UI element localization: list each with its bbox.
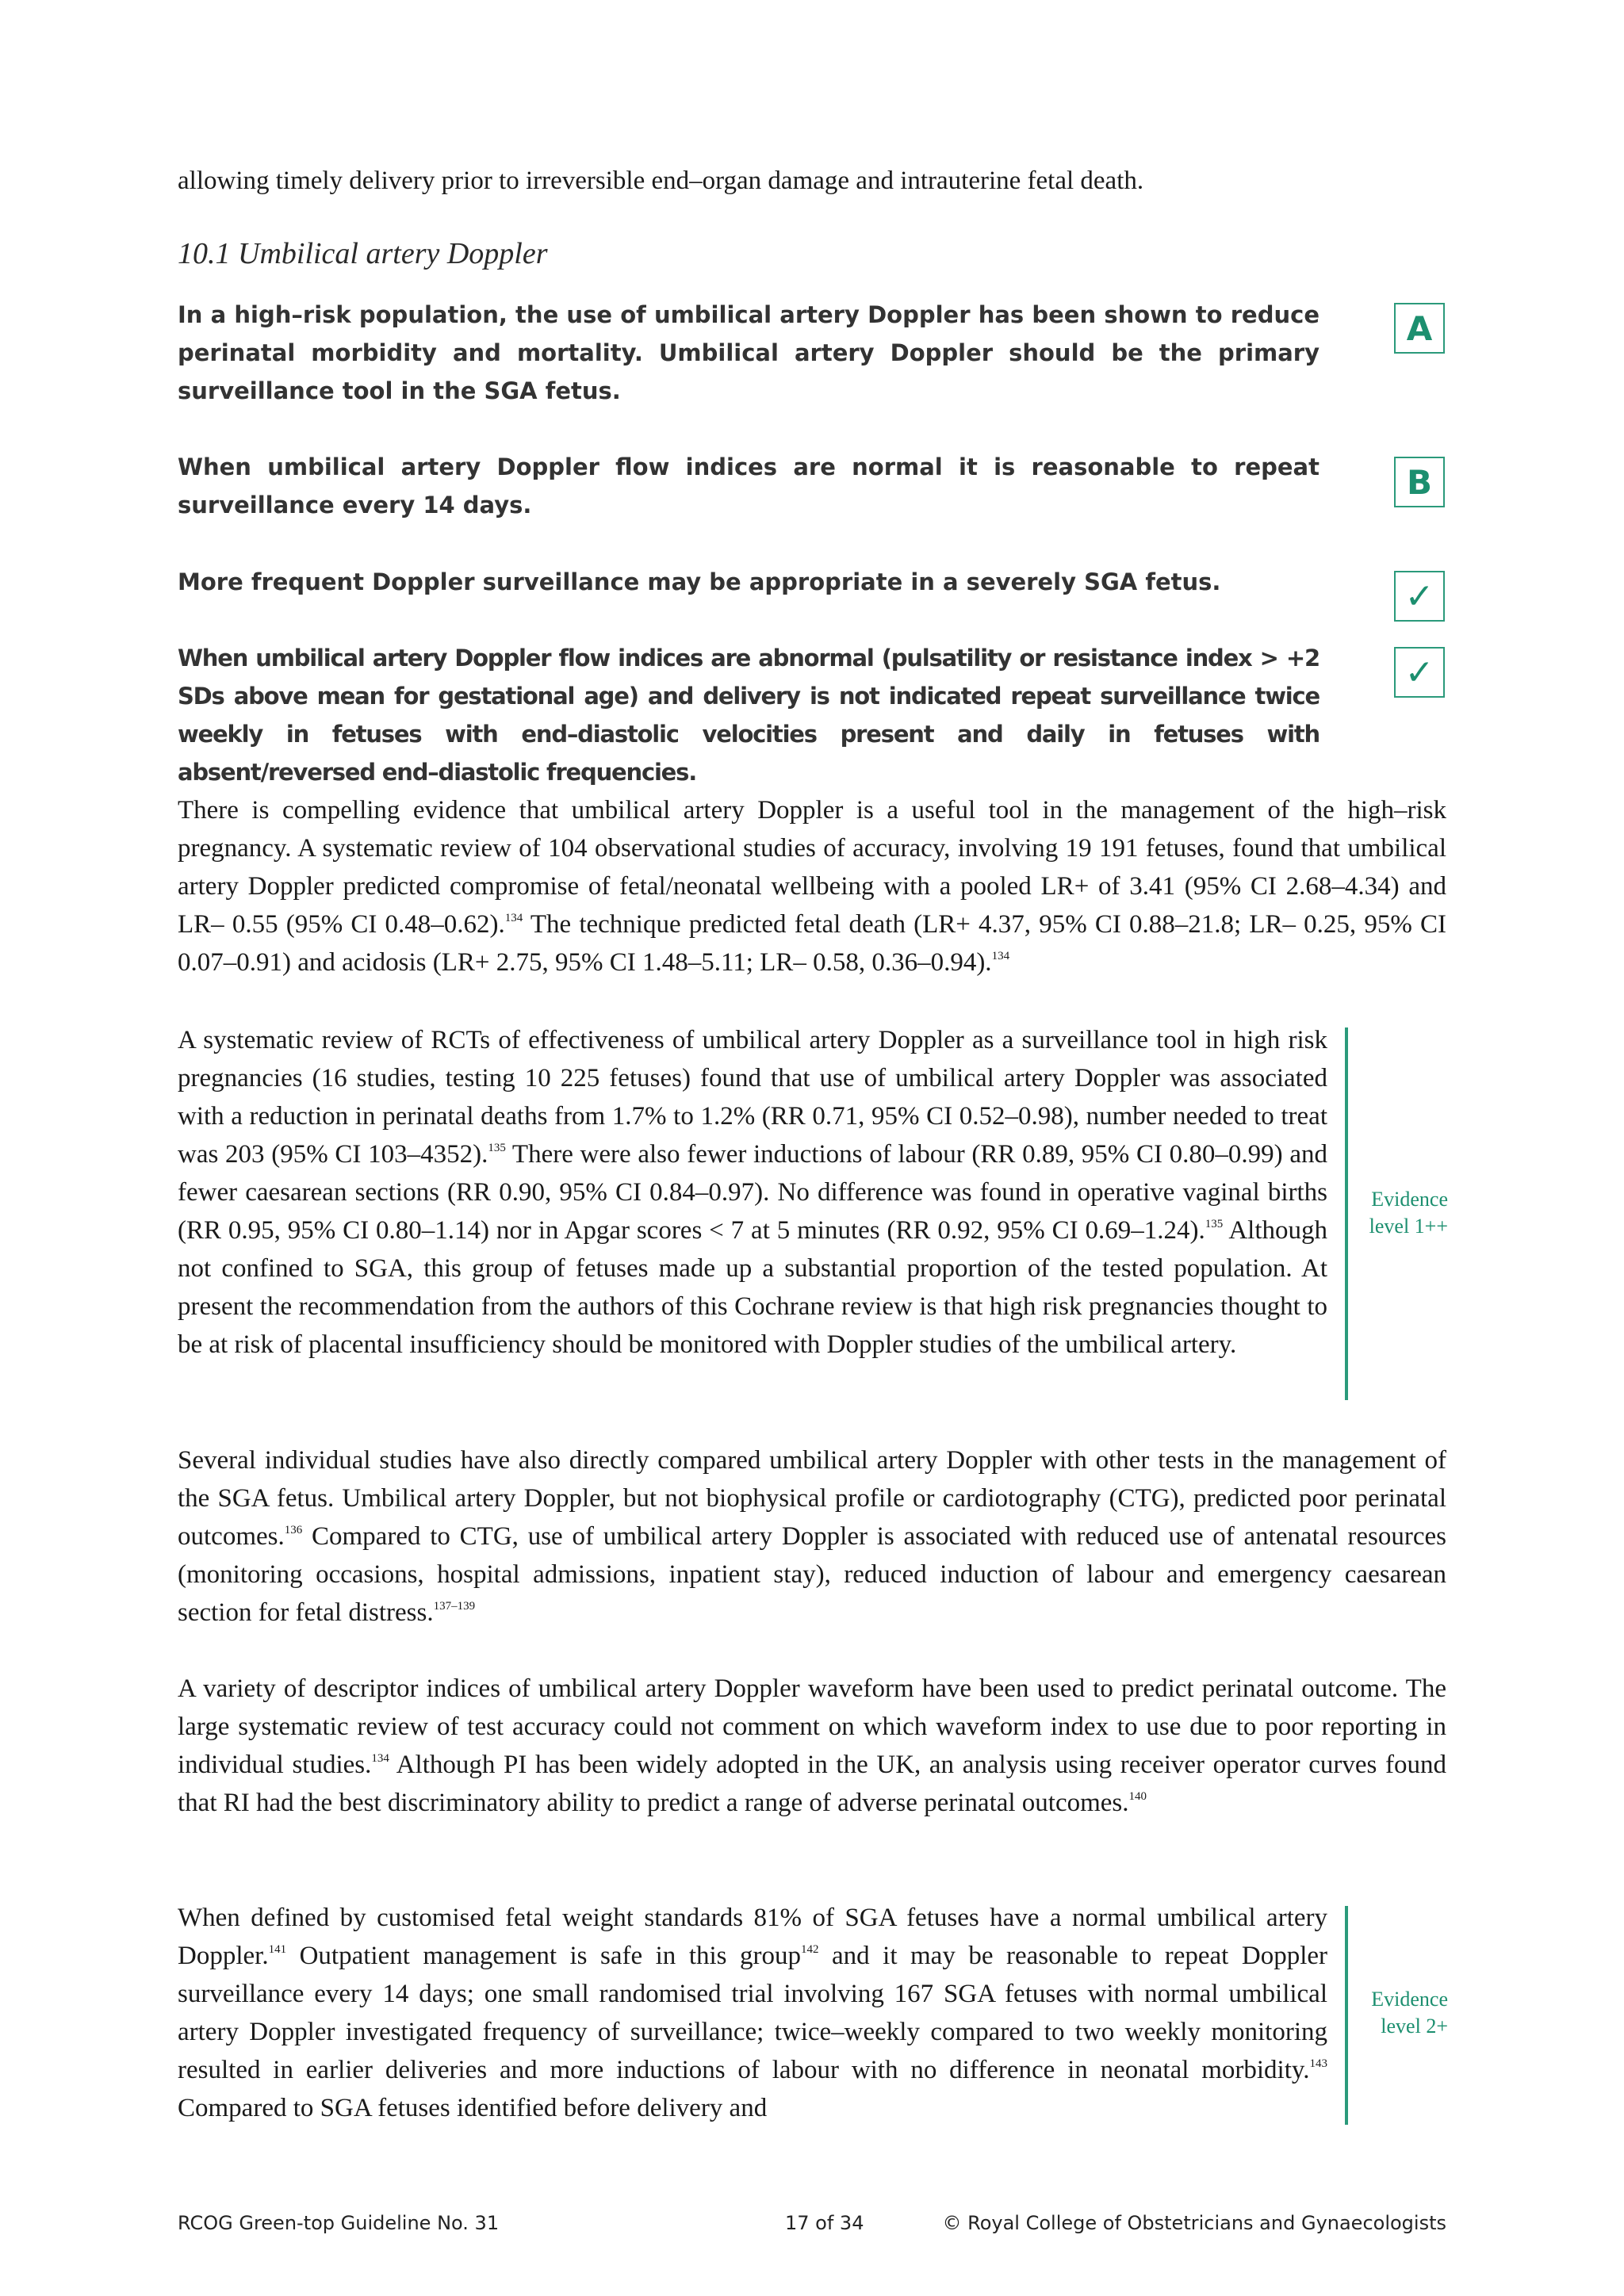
citation: 141 — [268, 1943, 287, 1956]
page-number: 17 of 34 — [785, 2212, 864, 2234]
citation: 142 — [801, 1943, 819, 1956]
citation: 134 — [371, 1752, 389, 1765]
recommendation-3: More frequent Doppler surveillance may be appropriate in a severely SGA fetus. — [178, 568, 1221, 595]
citation: 134 — [504, 912, 523, 924]
good-practice-check-icon-2: ✓ — [1394, 647, 1445, 698]
grade-a-badge: A — [1394, 303, 1445, 354]
evidence-level-label: Evidence level 1++ — [1369, 1188, 1448, 1238]
citation: 137–139 — [433, 1600, 476, 1613]
citation: 135 — [488, 1142, 506, 1154]
evidence-level-label: Evidence level 2+ — [1371, 1988, 1448, 2038]
good-practice-check-icon: ✓ — [1394, 571, 1445, 622]
footer-guideline-title: RCOG Green-top Guideline No. 31 — [178, 2212, 500, 2234]
citation: 136 — [284, 1524, 303, 1536]
intro-text: allowing timely delivery prior to irreversible end–organ damage and intrauterine fetal death. — [178, 166, 1144, 195]
evidence-bar — [1345, 1906, 1348, 2125]
paragraph-2: A systematic review of RCTs of effectiveness of umbilical artery Doppler as a surveillance tool in high risk pregnancies (16 studies, testing 10 225 fetuses) found that use of umbilical artery Doppler was associated with a reduction in perinatal deaths from 1.7% to 1.2% (RR 0.71, 95% CI 0.52–0.98), number needed to treat was 203 (95% CI 103–4352).$^{135}$ There were also fewer inductions of labour (RR 0.89, 95% CI 0.80–0.99) and fewer caesarean sections (RR 0.90, 95% CI 0.84–0.97). No difference was found in operative vaginal births (RR 0.95, 95% CI 0.80–1.14) nor in Apgar scores < 7 at 5 minutes (RR 0.92, 95% CI 0.69–1.24).$^{135}$ Although not confined to SGA, this group of fetuses made up a substantial proportion of the tested population. At present the recommendation from the authors of this Cochrane review is that high risk pregnancies thought to be at risk of placental insufficiency should be monitored with Doppler studies of the umbilical artery. — [178, 1026, 1327, 1359]
section-heading: 10.1 Umbilical artery Doppler — [178, 237, 548, 270]
paragraph-4: A variety of descriptor indices of umbilical artery Doppler waveform have been used to predict perinatal outcome. The large systematic review of test accuracy could not comment on which waveform index to use due to poor reporting in individual studies.$^{134}$ Although PI has been widely adopted in the UK, an analysis using receiver operator curves found that RI had the best discriminatory ability to predict a range of adverse perinatal outcomes.$^{140}$ — [178, 1674, 1446, 1817]
grade-b-badge: B — [1394, 457, 1445, 507]
citation: 134 — [991, 950, 1010, 962]
recommendation-2: When umbilical artery Doppler flow indices are normal it is reasonable to repeat surveillance every 14 days. — [178, 453, 1320, 519]
recommendation-4: When umbilical artery Doppler flow indices are abnormal (pulsatility or resistance index > +2 SDs above mean for gestational age) and delivery is not indicated repeat surveillance twice weekly in fetuses with end–diastolic velocities present and daily in fetuses with absent/reversed end–diastolic frequencies. — [178, 645, 1320, 786]
citation: 143 — [1309, 2057, 1327, 2070]
citation: 140 — [1128, 1790, 1147, 1803]
footer-copyright: © Royal College of Obstetricians and Gynaecologists — [942, 2212, 1446, 2234]
evidence-bar — [1345, 1027, 1348, 1400]
paragraph-1: There is compelling evidence that umbilical artery Doppler is a useful tool in the management of the high–risk pregnancy. A systematic review of 104 observational studies of accuracy, involving 19 191 fetuses, found that umbilical artery Doppler predicted compromise of fetal/neonatal wellbeing with a pooled LR+ of 3.41 (95% CI 2.68–4.34) and LR– 0.55 (95% CI 0.48–0.62).$^{134}$ The technique predicted fetal death (LR+ 4.37, 95% CI 0.88–21.8; LR– 0.25, 95% CI 0.07–0.91) and acidosis (LR+ 2.75, 95% CI 1.48–5.11; LR– 0.58, 0.36–0.94).$^{134}$ — [178, 796, 1447, 977]
paragraph-3: Several individual studies have also directly compared umbilical artery Doppler with other tests in the management of the SGA fetus. Umbilical artery Doppler, but not biophysical profile or cardiotography (CTG), predicted poor perinatal outcomes.$^{136}$ Compared to CTG, use of umbilical artery Doppler is associated with reduced use of antenatal resources (monitoring occasions, hospital admissions, inpatient stay), reduced induction of labour and emergency caesarean section for fetal distress.$^{137-139}$ — [178, 1446, 1446, 1627]
recommendation-1: In a high–risk population, the use of umbilical artery Doppler has been shown to reduce perinatal morbidity and mortality. Umbilical artery Doppler should be the primary surveillance tool in the SGA fetus. — [178, 301, 1320, 404]
paragraph-5: When defined by customised fetal weight standards 81% of SGA fetuses have a normal umbilical artery Doppler.$^{141}$ Outpatient management is safe in this group$^{142}$ and it may be reasonable to repeat Doppler surveillance every 14 days; one small randomised trial involving 167 SGA fetuses with normal umbilical artery Doppler investigated frequency of surveillance; twice–weekly compared to two weekly monitoring resulted in earlier deliveries and more inductions of labour with no difference in neonatal morbidity.$^{143}$ Compared to SGA fetuses identified before delivery and — [178, 1904, 1327, 2122]
citation: 135 — [1205, 1218, 1224, 1230]
